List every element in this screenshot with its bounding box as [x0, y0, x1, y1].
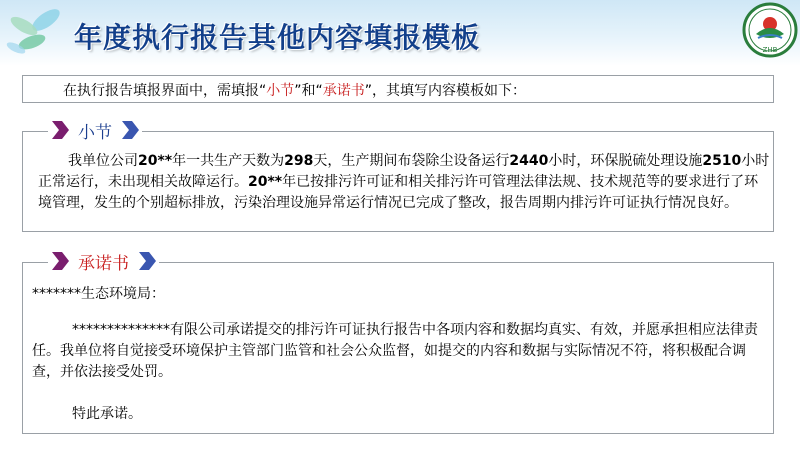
- commitment-addressee: *******生态环境局：: [32, 286, 165, 302]
- chevron-right-icon: [50, 119, 70, 141]
- commitment-closing: 特此承诺。: [72, 406, 142, 422]
- intro-before: 在执行报告填报界面中，需填报“: [63, 83, 267, 99]
- summary-desulfur-hours: 2510: [702, 153, 742, 169]
- summary-text-part: 小时正常运行，未出现相关故障运行。: [38, 153, 770, 190]
- chevron-right-icon: [50, 250, 70, 272]
- environment-emblem-icon: [742, 2, 798, 58]
- intro-text: [63, 80, 526, 100]
- section-commitment-label: [48, 248, 159, 274]
- summary-year: 20**: [138, 153, 173, 169]
- page-title: 年度执行报告其他内容填报模板: [74, 21, 481, 54]
- summary-dust-hours: 2440: [509, 153, 549, 169]
- summary-text-part: 小时，环保脱硫处理设施: [548, 153, 703, 169]
- intro-middle: ”和“: [294, 83, 323, 99]
- intro-term-section: 小节: [266, 83, 295, 99]
- chevron-right-icon: [120, 119, 140, 141]
- summary-text-part: 年一共生产天数为: [172, 153, 285, 169]
- summary-text-part: 年已按排污许可证和相关排污许可管理法律法规、技术规范等的要求进行了环境管理，发生的个别超标排放，污染治理设施异常运行情况已完成了整改，报告周期内排污许可证执行情况良好。: [38, 174, 759, 211]
- header-banner: [0, 0, 800, 66]
- summary-year: 20**: [248, 174, 283, 190]
- intro-term-commitment: 承诺书: [322, 83, 365, 99]
- leaf-logo-icon: [2, 4, 68, 62]
- section-summary-text: [38, 151, 770, 214]
- intro-after: ”，其填写内容模板如下：: [364, 83, 527, 99]
- summary-text-part: 我单位公司: [68, 153, 138, 169]
- section-commitment-title: 承诺书: [78, 253, 129, 274]
- summary-days: 298: [284, 153, 314, 169]
- commitment-body: **************有限公司承诺提交的排污许可证执行报告中各项内容和数据均真实、有效，并愿承担相应法律责任。我单位将自觉接受环境保护主管部门监管和社会公众监督，如提交的内容和数据与实际情况不符，将积极配合调查，并依法接受处罚。: [32, 322, 758, 380]
- summary-text-part: 天，生产期间布袋除尘设备运行: [313, 153, 510, 169]
- section-summary-label: [48, 117, 142, 143]
- emblem-text: ZHB: [762, 46, 778, 54]
- chevron-right-icon: [137, 250, 157, 272]
- intro-box: [22, 75, 774, 103]
- section-summary-title: 小节: [78, 122, 112, 143]
